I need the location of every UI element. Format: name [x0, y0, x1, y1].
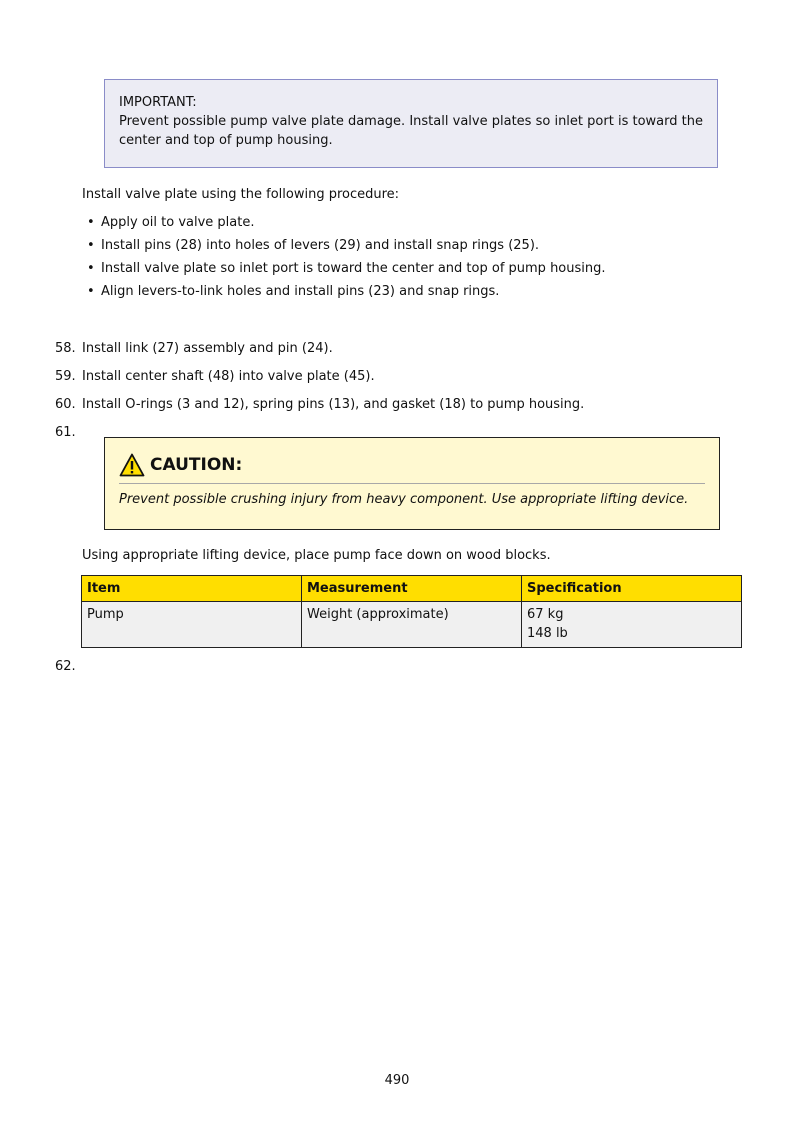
step-number: 61.: [55, 425, 76, 440]
step-number: 62.: [55, 659, 76, 674]
column-header-specification: Specification: [522, 576, 742, 602]
table-row: [82, 602, 742, 648]
bullet-text: Install pins (28) into holes of levers (29) and install snap rings (25).: [101, 238, 540, 253]
bullet-icon: •: [87, 261, 95, 276]
important-text: Prevent possible pump valve plate damage. Install valve plates so inlet port is toward the center and top of pump housing.: [119, 114, 703, 148]
caution-divider: [119, 483, 705, 484]
spec-metric: 67 kg: [527, 607, 564, 622]
important-label: IMPORTANT:: [119, 95, 197, 110]
step-number: 58.: [55, 341, 76, 356]
column-header-item: Item: [82, 576, 302, 602]
important-notice: [104, 79, 718, 168]
step-60: [55, 396, 584, 414]
step-number: 60.: [55, 397, 76, 412]
spec-imperial: 148 lb: [527, 626, 568, 641]
bullet-text: Align levers-to-link holes and install pins (23) and snap rings.: [101, 284, 500, 299]
procedure-bullet-list: [86, 214, 606, 306]
cell-measurement: Weight (approximate): [302, 602, 522, 648]
cell-specification: [522, 602, 742, 648]
list-item: [86, 237, 606, 260]
step-58: [55, 340, 333, 358]
table-header-row: [82, 576, 742, 602]
list-item: [86, 260, 606, 283]
caution-notice: [104, 437, 720, 530]
bullet-icon: •: [87, 284, 95, 299]
page-number: 490: [384, 1073, 410, 1088]
step-text: Install O-rings (3 and 12), spring pins (13), and gasket (18) to pump housing.: [82, 397, 585, 412]
list-item: [86, 214, 606, 237]
step-61: [55, 424, 82, 442]
warning-triangle-icon: [119, 453, 145, 477]
cell-item: Pump: [82, 602, 302, 648]
step-62: [55, 658, 82, 676]
column-header-measurement: Measurement: [302, 576, 522, 602]
caution-header: [119, 452, 242, 478]
caution-text: Prevent possible crushing injury from heavy component. Use appropriate lifting device.: [119, 492, 689, 507]
procedure-intro: Install valve plate using the following procedure:: [82, 187, 400, 202]
list-item: [86, 283, 606, 306]
lifting-instruction: Using appropriate lifting device, place pump face down on wood blocks.: [82, 548, 551, 563]
step-number: 59.: [55, 369, 76, 384]
caution-title: CAUTION:: [150, 455, 243, 475]
specification-table: [81, 575, 742, 648]
bullet-text: Apply oil to valve plate.: [101, 215, 255, 230]
step-59: [55, 368, 375, 386]
bullet-icon: •: [87, 215, 95, 230]
bullet-text: Install valve plate so inlet port is toward the center and top of pump housing.: [101, 261, 606, 276]
step-text: Install link (27) assembly and pin (24).: [82, 341, 333, 356]
bullet-icon: •: [87, 238, 95, 253]
step-text: Install center shaft (48) into valve plate (45).: [82, 369, 375, 384]
